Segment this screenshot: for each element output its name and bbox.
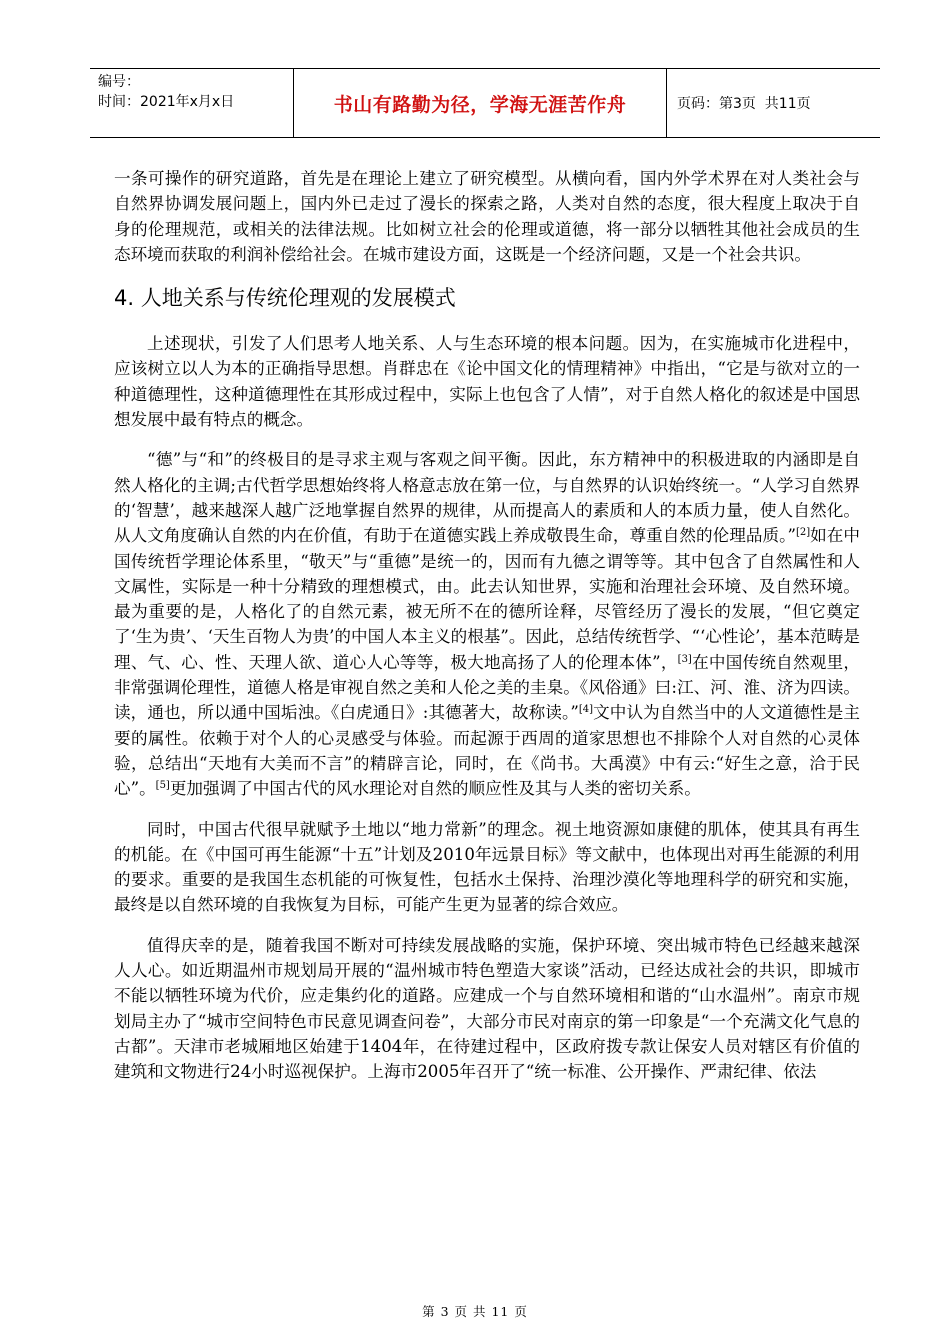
paragraph-5: 值得庆幸的是，随着我国不断对可持续发展战略的实施，保护环境、突出城市特色已经越来越深人人心。如近期温州市规划局开展的“温州城市特色塑造大家谈”活动，已经达成社会的共识，即城市不能以牺牲环境为代价，应走集约化的道路。应建成一个与自然环境相和谐的“山水温州”。南京市规划局主办了“城市空间特色市民意见调查问卷”，大部分市民对南京的第一印象是“一个充满文化气息的古都”。天津市老城厢地区始建于1404年，在待建过程中，区政府拨专款让保安人员对辖区有价值的建筑和文物进行24小时巡视保护。上海市2005年召开了“统一标准、公开操作、严肃纪律、依法 xyxy=(114,935,860,1082)
paragraph-4: 同时，中国古代很早就赋予土地以“地力常新”的理念。视土地资源如康健的肌体，使其具有再生的机能。在《中国可再生能源“十五”计划及2010年远景目标》等文献中，也体现出对再生能源的利用的要求。重要的是我国生态机能的可恢复性，包括水土保持、治理沙漠化等地理科学的研究和实施，最终是以自然环境的自我恢复为目标，可能产生更为显著的综合效应。 xyxy=(114,819,860,915)
header-page-code xyxy=(667,69,880,137)
citation-5: [5] xyxy=(155,780,170,792)
paragraph-1: 一条可操作的研究道路，首先是在理论上建立了研究模型。从横向看，国内外学术界在对人类社会与自然界协调发展问题上，国内外已走过了漫长的探索之路，人类对自然的态度，很大程度上取决于自身的伦理规范，或相关的法律法规。比如树立社会的伦理或道德，将一部分以牺牲其他社会成员的生态环境而获取的利润补偿给社会。在城市建设方面，这既是一个经济问题，又是一个社会共识。 xyxy=(114,169,860,264)
citation-2: [2] xyxy=(795,527,811,539)
citation-4: [4] xyxy=(578,704,593,716)
citation-3: [3] xyxy=(677,653,692,665)
document-body xyxy=(114,166,860,1100)
section-heading: 4. 人地关系与传统伦理观的发展模式 xyxy=(114,286,456,311)
paragraph-3 xyxy=(114,447,860,801)
paragraph-3-part-b: 如在中国传统哲学理论体系里，“敬天”与“重德”是统一的，因而有九德之谓等等。其中包含了自然属性和人文属性，实际是一种十分精致的理想模式，由。此去认知世界，实施和治理社会环境、及自然环境。最为重要的是，人格化了的自然元素，被无所不在的德所诠释，尽管经历了漫长的发展，“但它奠定了‘生为贵’、‘天生百物人为贵’的中国人本主义的根基”。因此，总结传统哲学、“‘心性论’，基本范畴是理、气、心、性、天理人欲、道心人心等等，极大地高扬了人的伦理本体”， xyxy=(114,526,860,672)
page-code-text: 页码：第3页 共11页 xyxy=(677,96,811,112)
paragraph-2: 上述现状，引发了人们思考人地关系、人与生态环境的根本问题。因为，在实施城市化进程中，应该树立以人为本的正确指导思想。肖群忠在《论中国文化的情理精神》中指出，“它是与欲对立的一种道德理性，这种道德理性在其形成过程中，实际上也包含了人情”，对于自然人格化的叙述是中国思想发展中最有特点的概念。 xyxy=(114,334,860,430)
paragraph-3-part-d: 文中认为自然当中的人文道德性是主要的属性。依赖于对个人的心灵感受与体验。而起源于西周的道家思想也不排除个人对自然的心灵体验，总结出“天地有大美而不言”的精辟言论，同时，在《尚书。大禹漠》中有云:“好生之意，洽于民心”。 xyxy=(114,703,860,799)
paragraph-3-part-c: 在中国传统自然观里，非常强调伦理性，道德人格是审视自然之美和人伦之美的圭臬。《风俗通》曰:江、河、淮、济为四读。读，通也，所以通中国垢浊。《白虎通日》:其德著大，故称读。” xyxy=(114,652,861,723)
page-header xyxy=(90,68,880,138)
serial-number-label: 编号： xyxy=(98,74,140,90)
header-motto: 书山有路勤为径，学海无涯苦作舟 xyxy=(293,69,667,137)
date-label: 时间：2021年x月x日 xyxy=(98,94,235,110)
paragraph-3-part-a: “德”与“和”的终极目的是寻求主观与客观之间平衡。因此，东方精神中的积极进取的内涵即是自然人格化的主调;古代哲学思想始终将人格意志放在第一位，与自然界的认识始终统一。“人学习自然界的‘智慧’，越来越深人越广泛地掌握自然界的规律，从而提高人的素质和人的本质力量，使人自然化。从人文角度确认自然的内在价值，有助于在道德实践上养成敬畏生命，尊重自然的伦理品质。” xyxy=(114,450,860,546)
paragraph-3-part-e: 更加强调了中国古代的风水理论对自然的顺应性及其与人类的密切关系。 xyxy=(169,779,701,799)
page-footer: 第 3 页 共 11 页 xyxy=(422,1304,528,1319)
header-meta xyxy=(90,69,293,137)
